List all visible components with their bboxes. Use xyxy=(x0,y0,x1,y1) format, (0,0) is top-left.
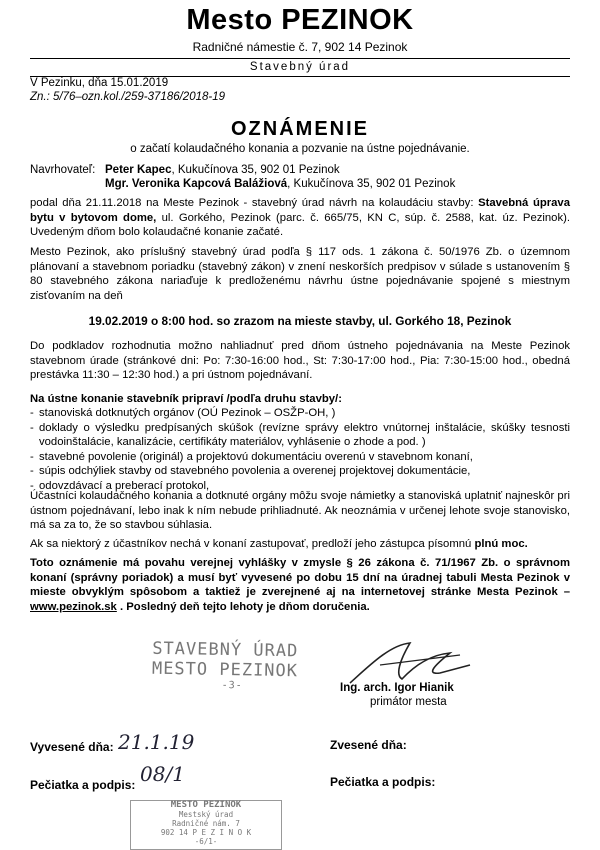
signatory-role: primátor mesta xyxy=(370,696,447,708)
website-link[interactable]: www.pezinok.sk xyxy=(30,600,117,613)
signatory-name: Ing. arch. Igor Hianik xyxy=(340,682,454,694)
paragraph-documents: Do podkladov rozhodnutia možno nahliadnuť pred dňom ústneho pojednávania na Meste Pezinok stavebnom úrade (stránkové dni: Po: 7:30-16:00 hod., St: 7:30-17:00 hod., Pia: 7:30-15:00 hod., obedná prestávka 11:30 – 12:30 hod.) a pri ústnom pojednávaní. xyxy=(30,340,570,382)
stamp-sign-label-right: Pečiatka a podpis: xyxy=(330,775,436,789)
removed-label: Zvesené dňa: xyxy=(330,738,407,752)
posted-label: Vyvesené dňa: xyxy=(30,740,114,754)
para1-text-c: ul. Gorkého, Pezinok (parc. č. 665/75, KN C, súp. č. 2588, kat. úz. Pezinok). Uvedeným dňom bolo kolaudačné konanie začaté. xyxy=(30,211,571,239)
para6-text-a: Toto oznámenie má povahu verejnej vyhlášky v zmysle § 26 zákona č. 71/1967 Zb. o správnom konaní (správny poriadok) a musí byť vyvesené po dobu 15 dní na úradnej tabuli Mesta Pezinok v mieste obvyklým spôsobom a taktiež je zverejnené aj na internetovej stránke Mesta Pezinok – xyxy=(30,557,570,599)
paragraph-objections: Účastníci kolaudačného konania a dotknuté orgány môžu svoje námietky a stanoviská uplatniť najneskôr pri ústnom pojednávaní, lebo inak k ním nebude prihliadnuté. Ak neoznámia v určenej lehote svoje stanovisko, má sa za to, že so stavbou súhlasia. xyxy=(30,490,570,532)
posted-date-handwritten: 21.1.19 xyxy=(118,730,195,754)
notice-heading: OZNÁMENIE xyxy=(231,118,369,140)
reference-number: Zn.: 5/76–ozn.kol./259-37186/2018-19 xyxy=(30,91,226,103)
para5-text: Ak sa niektorý z účastníkov nechá v konaní zastupovať, predloží jeho zástupca písomnú xyxy=(30,538,475,550)
list-item: - doklady o výsledku predpísaných skúšok (revízne správy elektro vnútornej inštalácie, skúšky tesnosti vodoinštalácie, kanalizácie, certifikáty materiálov, vyhlásenie o zhode a pod. ) xyxy=(30,421,570,450)
applicant-2-address: , Kukučínova 35, 902 01 Pezinok xyxy=(287,178,456,190)
handwritten-mark: 08/1 xyxy=(140,762,185,786)
hearing-date: 19.02.2019 o 8:00 hod. so zrazom na mieste stavby, ul. Gorkého 18, Pezinok xyxy=(88,314,512,328)
paragraph-submission xyxy=(30,196,570,240)
footer-stamp xyxy=(130,800,282,850)
office-name: Stavebný úrad xyxy=(249,61,351,73)
stamp-sign-label-left: Pečiatka a podpis: xyxy=(30,778,136,792)
stamp-line-1: STAVEBNÝ ÚRAD xyxy=(152,638,299,662)
paragraph-authority: Mesto Pezinok, ako príslušný stavebný úrad podľa § 117 ods. 1 zákona č. 50/1976 Zb. o územnom plánovaní a stavebnom poriadku (stavebný zákon) v znení neskorších predpisov v súlade s ustanovením § 80 stavebného zákona nariaďuje k predloženému návrhu ústne pojednávanie spojené s miestnym zisťovaním na deň xyxy=(30,246,570,302)
office-stamp xyxy=(152,639,299,693)
city-address: Radničné námestie č. 7, 902 14 Pezinok xyxy=(192,40,408,54)
place-date: V Pezinku, dňa 15.01.2019 xyxy=(30,77,169,89)
footer-stamp-line: Mestský úrad xyxy=(178,810,234,819)
requirements-list xyxy=(30,406,570,494)
list-item: - odovzdávací a preberací protokol, xyxy=(30,479,570,494)
top-divider xyxy=(30,58,570,59)
applicant-2 xyxy=(105,178,455,190)
paragraph-representation xyxy=(30,537,570,552)
footer-stamp-line: 902 14 P E Z I N O K xyxy=(160,828,252,837)
para6-text-b: . Posledný deň tejto lehoty je dňom doručenia. xyxy=(116,600,370,613)
applicant-1 xyxy=(105,164,340,176)
stamp-line-2: MESTO PEZINOK xyxy=(151,658,299,682)
para1-text-a: podal dňa 21.11.2018 na Meste Pezinok - stavebný úrad návrh na kolaudáciu stavby: xyxy=(30,197,479,209)
stamp-line-3: -3- xyxy=(221,679,243,692)
footer-stamp-line: -6/1- xyxy=(194,837,218,846)
footer-stamp-line: Radničné nám. 7 xyxy=(172,819,240,828)
applicant-1-name: Peter Kapec xyxy=(105,164,172,176)
list-title: Na ústne konanie stavebník pripraví /podľa druhu stavby/: xyxy=(30,393,342,405)
footer-stamp-line: MESTO PEZINOK xyxy=(170,800,242,810)
city-title: Mesto PEZINOK xyxy=(186,4,414,36)
paragraph-public-notice xyxy=(30,556,570,614)
power-of-attorney: plnú moc. xyxy=(474,538,528,550)
list-item: - súpis odchýliek stavby od stavebného povolenia a overenej projektovej dokumentácie, xyxy=(30,464,570,479)
para1-building: Stavebná úprava bytu v bytovom dome, xyxy=(30,197,570,224)
applicant-1-address: , Kukučínova 35, 902 01 Pezinok xyxy=(171,164,340,176)
list-item: - stanoviská dotknutých orgánov (OÚ Pezinok – OSŽP-OH, ) xyxy=(30,406,570,421)
notice-subheading: o začatí kolaudačného konania a pozvanie na ústne pojednávanie. xyxy=(130,143,470,155)
applicant-label: Navrhovateľ: xyxy=(30,164,96,176)
applicant-2-name: Mgr. Veronika Kapcová Balážiová xyxy=(105,178,288,190)
list-item: - stavebné povolenie (originál) a projektovú dokumentáciu overenú v stavebnom konaní, xyxy=(30,450,570,465)
